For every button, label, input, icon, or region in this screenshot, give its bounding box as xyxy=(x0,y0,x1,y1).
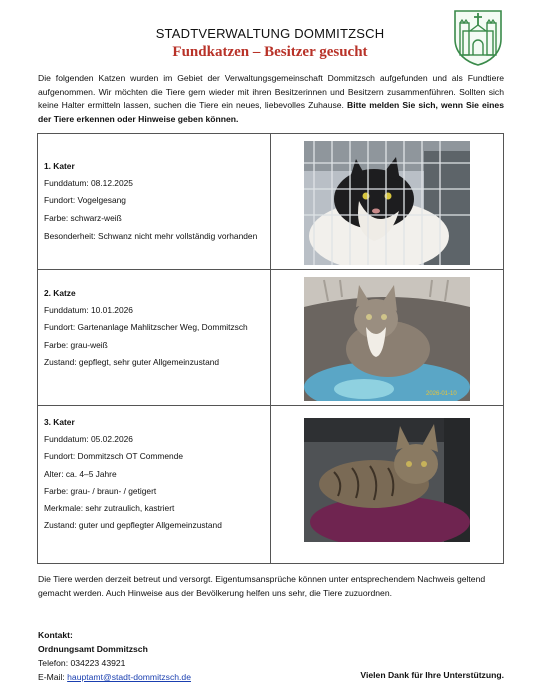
intro-text: Die folgenden Katzen wurden im Gebiet der Verwaltungsgemeinschaft Dommitzsch aufgefunden und als Fundtiere aufgenommen. Wir möchten die Tiere gern wieder mit ihren Besitzerinnen und Besitzern zusammenführen. Sollten sich keine Halter ermitteln lassen, suchen die Tiere ein neues, liebevolles Zuhause. xyxy=(38,73,504,111)
cat-info-cell xyxy=(38,406,271,564)
thanks-text: Vielen Dank für Ihre Unterstützung. xyxy=(360,670,504,680)
cat-date: Funddatum: 05.02.2026 xyxy=(44,434,133,445)
contact-block xyxy=(38,628,191,684)
cat-date: Funddatum: 10.01.2026 xyxy=(44,305,133,316)
cat-heading: 2. Katze xyxy=(44,288,76,298)
cat-place: Fundort: Vogelgesang xyxy=(44,195,126,206)
contact-office: Ordnungsamt Dommitzsch xyxy=(38,644,148,654)
cat-info-cell xyxy=(38,270,271,406)
cat-place: Fundort: Gartenanlage Mahlitzscher Weg, Dommitzsch xyxy=(44,322,248,333)
footer-paragraph: Die Tiere werden derzeit betreut und versorgt. Eigentumsansprüche können unter entsprechendem Nachweis geltend gemacht werden. Auch Hinweise aus der Bevölkerung helfen uns sehr, die Tiere zuzuordnen. xyxy=(38,574,486,598)
contact-email-line xyxy=(38,670,191,684)
cat-row xyxy=(38,134,504,270)
cat-row xyxy=(38,406,504,564)
cats-table xyxy=(37,133,504,564)
intro-paragraph xyxy=(38,72,504,126)
contact-phone: Telefon: 034223 43921 xyxy=(38,658,126,668)
page-title: STADTVERWALTUNG DOMMITZSCH xyxy=(155,26,385,41)
contact-label: Kontakt: xyxy=(38,630,73,640)
contact-email-label: E-Mail: xyxy=(38,672,68,682)
page-subtitle: Fundkatzen – Besitzer gesucht xyxy=(172,44,368,60)
contact-email-link[interactable]: hauptamt@stadt-dommitzsch.de xyxy=(67,672,191,682)
cat-heading: 1. Kater xyxy=(44,161,75,171)
cat-photo-cell xyxy=(271,406,504,564)
cat-state: Zustand: gepflegt, sehr guter Allgemeinzustand xyxy=(44,356,220,367)
cat-age: Alter: ca. 4–5 Jahre xyxy=(44,468,117,479)
town-crest-icon xyxy=(453,9,503,66)
intro-bold-text: Bitte melden Sie sich, wenn Sie eines der Tiere erkennen oder Hinweise geben können. xyxy=(38,100,504,124)
cat-heading: 3. Kater xyxy=(44,417,75,427)
cat-photo-1 xyxy=(304,141,470,265)
cat-row xyxy=(38,270,504,406)
cat-photo-cell xyxy=(271,134,504,270)
cat-note: Besonderheit: Schwanz nicht mehr vollständig vorhanden xyxy=(44,230,258,241)
cat-date: Funddatum: 08.12.2025 xyxy=(44,178,133,189)
cat-place: Fundort: Dommitzsch OT Commende xyxy=(44,451,184,462)
cat-state: Zustand: guter und gepflegter Allgemeinzustand xyxy=(44,520,222,531)
cat-photo-cell xyxy=(271,270,504,406)
cat-color: Farbe: grau-weiß xyxy=(44,339,108,350)
cat-photo-2 xyxy=(304,277,470,401)
cat-color: Farbe: schwarz-weiß xyxy=(44,212,122,223)
cat-traits: Merkmale: sehr zutraulich, kastriert xyxy=(44,503,175,514)
cat-info-cell xyxy=(38,134,271,270)
photo-date-stamp: 2026-01-10 xyxy=(426,391,457,397)
cat-photo-3 xyxy=(304,418,470,542)
cat-color: Farbe: grau- / braun- / getigert xyxy=(44,485,157,496)
